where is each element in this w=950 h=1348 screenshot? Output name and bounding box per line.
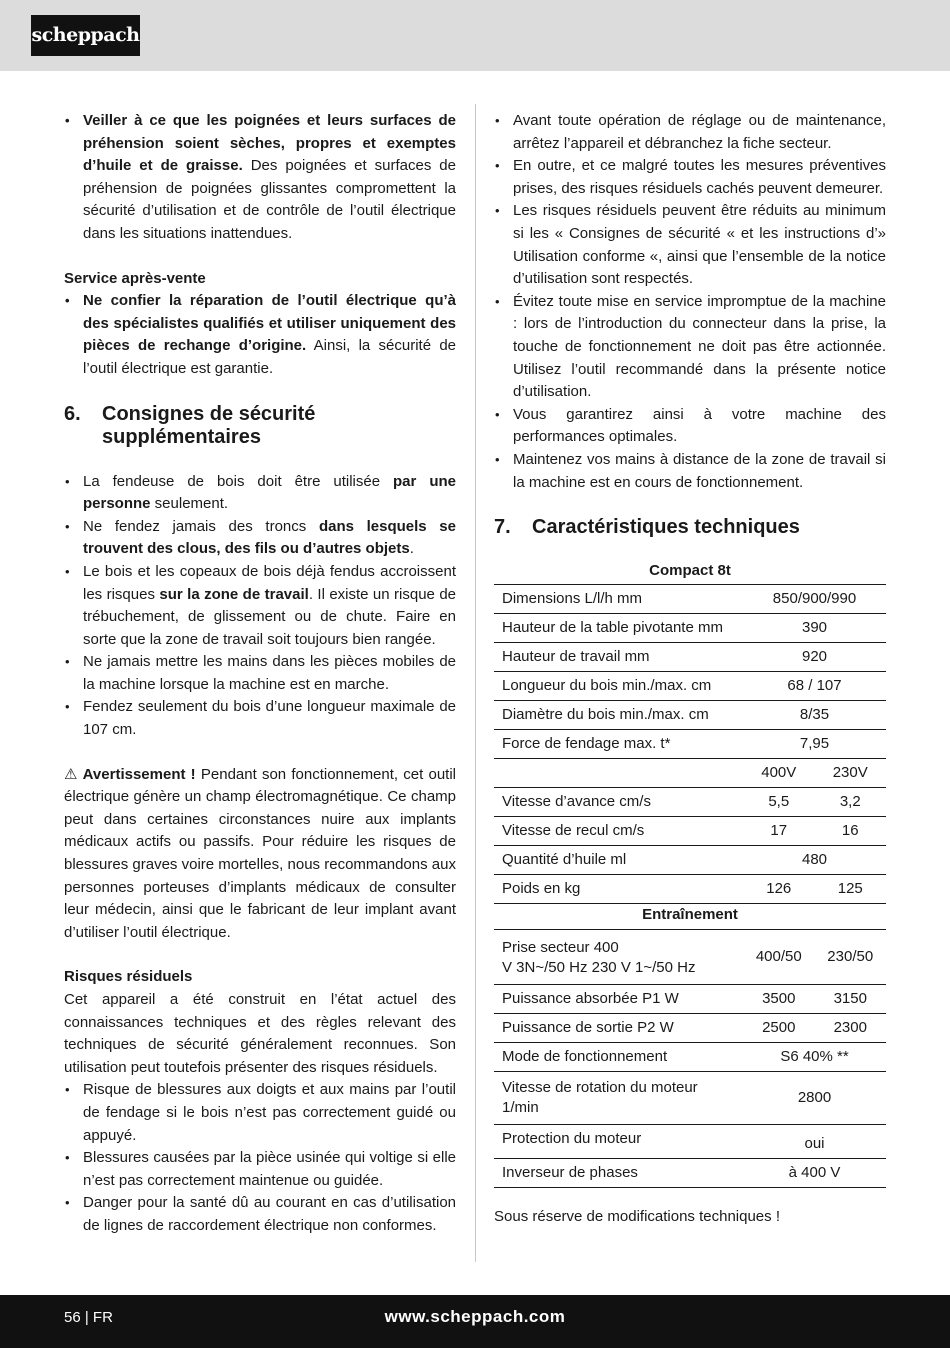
table-row: [494, 672, 886, 701]
spec-label: Protection du moteur: [494, 1125, 743, 1159]
spec-value: 2800: [743, 1072, 886, 1125]
spec-label: Force de fendage max. t*: [494, 730, 743, 759]
spec-label: Longueur du bois min./max. cm: [494, 672, 743, 701]
spec-label: Hauteur de la table pivotante mm: [494, 614, 743, 643]
bullet-text: La fendeuse de bois doit être utilisée: [83, 472, 394, 490]
drive-subheading-row: [494, 904, 886, 930]
list-item: • En outre, et ce malgré toutes les mesures préventives prises, des risques résiduels cachés peuvent demeurer.: [494, 155, 886, 200]
left-column: [64, 110, 456, 1238]
spec-label: Poids en kg: [494, 875, 743, 904]
spec-value: 230/50: [815, 930, 887, 985]
list-item: • Évitez toute mise en service impromptue de la machine : lors de l’introduction du connecteur dans la prise, la touche de fonctionnement ne doit pas être actionnée. Utilisez l’outil recommandé dans la présente notice d’utilisation.: [494, 291, 886, 404]
spec-value: 2500: [743, 1014, 814, 1043]
spec-value: 68 / 107: [743, 672, 886, 701]
bullet-text: . Il existe un risque de trébuchement, de glissement ou de chute. Faire en sorte que la zone de travail soit toujours bien rangée.: [83, 585, 457, 648]
spec-value: 480: [743, 846, 886, 875]
grip-bullet-list: [64, 110, 456, 246]
table-row: [494, 1072, 886, 1125]
service-heading: Service après-vente: [64, 269, 206, 287]
bullet-text: seulement.: [150, 495, 229, 513]
table-row: [494, 788, 886, 817]
bullet-bold-text: par une personne: [83, 472, 456, 513]
section-number: 7.: [494, 516, 511, 539]
technical-changes-note: Sous réserve de modifications techniques !: [494, 1208, 780, 1226]
spec-value: 126: [743, 875, 814, 904]
spec-value: 850/900/990: [743, 585, 886, 614]
scheppach-logo: scheppach: [31, 15, 140, 56]
column-divider: [475, 104, 476, 1262]
table-row: [494, 614, 886, 643]
model-name: Compact 8t: [494, 561, 886, 585]
list-item: [64, 471, 456, 516]
list-item: [64, 516, 456, 561]
safety-bullet-list: [64, 471, 456, 742]
table-row: [494, 1014, 886, 1043]
residual-risks-list-cont: [494, 110, 886, 494]
table-row: [494, 643, 886, 672]
spec-label: Quantité d’huile ml: [494, 846, 743, 875]
spec-value: 920: [743, 643, 886, 672]
spec-label: Dimensions L/l/h mm: [494, 585, 743, 614]
table-row: [494, 846, 886, 875]
bullet-bold-text: Veiller à ce que les poignées et leurs surfaces de préhension soient sèches, propres et exemptes d’huile et de graisse.: [83, 112, 456, 175]
list-item: [64, 561, 456, 651]
spec-value: 17: [743, 817, 814, 846]
spec-value: oui: [743, 1125, 886, 1159]
spec-value: 5,5: [743, 788, 814, 817]
section-number: 6.: [64, 402, 81, 425]
residual-risks-intro: Cet appareil a été construit en l’état actuel des connaissances techniques et des règles relevant des techniques de sécurité généralement reconnues. Son utilisation peut toutefois présenter des risques résiduels.: [64, 991, 456, 1076]
warning-text: Pendant son fonctionnement, cet outil électrique génère un champ électromagnétique. Ce champ peut dans certaines circonstances nuire aux implants médicaux actifs ou passifs. Pour réduire les risques de blessures graves voire mortelles, nous recommandons aux personnes porteuses d’implants médicaux de consulter leur médecin, ainsi que le fabricant de leur implant avant d’utiliser l’outil électrique.: [64, 765, 457, 941]
bullet-text: Le bois et les copeaux de bois déjà fendus accroissent les risques: [83, 562, 456, 603]
table-row: [494, 1043, 886, 1072]
warning-label: Avertissement !: [82, 765, 196, 783]
bullet-bold-text: dans lesquels se trouvent des clous, des fils ou d’autres objets: [83, 517, 456, 558]
bullet-text: Ne fendez jamais des troncs: [83, 517, 319, 535]
emf-warning: [64, 764, 456, 945]
spec-value: 390: [743, 614, 886, 643]
bullet-text: Fendez seulement du bois d’une longueur maximale de 107 cm.: [83, 698, 456, 739]
bullet-bold-text: sur la zone de travail: [159, 585, 309, 603]
voltage-header: 230V: [815, 759, 887, 788]
spec-label: Inverseur de phases: [494, 1159, 743, 1188]
list-item: • Avant toute opération de réglage ou de maintenance, arrêtez l’appareil et débranchez la fiche secteur.: [494, 110, 886, 155]
spec-table: [494, 561, 886, 1188]
spec-label: Mode de fonctionnement: [494, 1043, 743, 1072]
spec-label: Hauteur de travail mm: [494, 643, 743, 672]
page-number-value: 56: [64, 1309, 81, 1326]
list-item: • Les risques résiduels peuvent être réduits au minimum si les « Consignes de sécurité « et les instructions d’» Utilisation conforme «, ainsi que l’ensemble de la notice d’utilisation sont respectés.: [494, 200, 886, 290]
residual-risks-heading: Risques résiduels: [64, 968, 193, 986]
bullet-text: .: [409, 540, 414, 558]
table-row: [494, 1125, 886, 1159]
spec-value: 125: [815, 875, 887, 904]
list-item: • Risque de blessures aux doigts et aux mains par l’outil de fendage si le bois n’est pas correctement guidé ou appuyé.: [64, 1079, 456, 1147]
spec-label: Vitesse de rotation du moteur 1/min: [494, 1072, 743, 1125]
drive-subheading: Entraînement: [494, 904, 886, 930]
service-bullet-list: [64, 290, 456, 380]
spec-value: 3150: [815, 985, 887, 1014]
bullet-bold-text: Ne confier la réparation de l’outil électrique qu’à des spécialistes qualifiés et utiliser uniquement des pièces de rechange d’origine.: [83, 292, 456, 355]
list-item: [64, 651, 456, 696]
table-row: [494, 585, 886, 614]
list-item: • Blessures causées par la pièce usinée qui voltige si elle n’est pas correctement maintenue ou guidée.: [64, 1147, 456, 1192]
spec-label: Diamètre du bois min./max. cm: [494, 701, 743, 730]
header-band: [0, 0, 950, 71]
spec-value: 400/50: [743, 930, 814, 985]
bullet-text: Ainsi, la sécurité de l’outil électrique est garantie.: [83, 337, 456, 377]
spec-value: à 400 V: [743, 1159, 886, 1188]
table-row: [494, 730, 886, 759]
grip-bullet: [64, 110, 456, 246]
table-row: [494, 985, 886, 1014]
section-6-heading: [64, 403, 456, 449]
spec-value: 2300: [815, 1014, 887, 1043]
table-row: [494, 701, 886, 730]
table-row: [494, 1159, 886, 1188]
language-code: FR: [92, 1309, 113, 1326]
spec-label: Vitesse d’avance cm/s: [494, 788, 743, 817]
section-title: Consignes de sécurité supplémentaires: [102, 402, 316, 448]
spec-value: 3,2: [815, 788, 887, 817]
voltage-header: 400V: [743, 759, 814, 788]
spec-value: 3500: [743, 985, 814, 1014]
spec-value: S6 40% **: [743, 1043, 886, 1072]
spec-value: 7,95: [743, 730, 886, 759]
spec-label: Vitesse de recul cm/s: [494, 817, 743, 846]
table-row: [494, 817, 886, 846]
list-item: [64, 696, 456, 741]
bullet-text: Ne jamais mettre les mains dans les pièces mobiles de la machine lorsque la machine est en marche.: [83, 653, 456, 693]
website-link[interactable]: www.scheppach.com: [384, 1307, 566, 1326]
spec-label: Prise secteur 400 V 3N~/50 Hz 230 V 1~/50 Hz: [494, 930, 743, 985]
list-item: • Danger pour la santé dû au courant en cas d’utilisation de lignes de raccordement électrique non conformes.: [64, 1192, 456, 1237]
section-title: Caractéristiques techniques: [532, 516, 800, 539]
list-item: • Maintenez vos mains à distance de la zone de travail si la machine est en cours de fonctionnement.: [494, 449, 886, 494]
service-bullet: [64, 290, 456, 380]
spec-label: Puissance absorbée P1 W: [494, 985, 743, 1014]
section-7-heading: [494, 516, 886, 539]
voltage-header-row: [494, 759, 886, 788]
page-number: 56 | FR: [64, 1309, 113, 1326]
list-item: • Vous garantirez ainsi à votre machine des performances optimales.: [494, 404, 886, 449]
table-row: [494, 930, 886, 985]
right-column: [494, 110, 886, 1229]
table-row: [494, 875, 886, 904]
residual-risks-list: [64, 1079, 456, 1237]
spec-value: 16: [815, 817, 887, 846]
spec-label: Puissance de sortie P2 W: [494, 1014, 743, 1043]
spec-value: 8/35: [743, 701, 886, 730]
bullet-text: Des poignées et surfaces de préhension de poignées glissantes compromettent la sécurité d’utilisation et de contrôle de l’outil électrique dans les situations inattendues.: [83, 157, 456, 242]
warning-triangle-icon: ⚠: [64, 765, 78, 783]
